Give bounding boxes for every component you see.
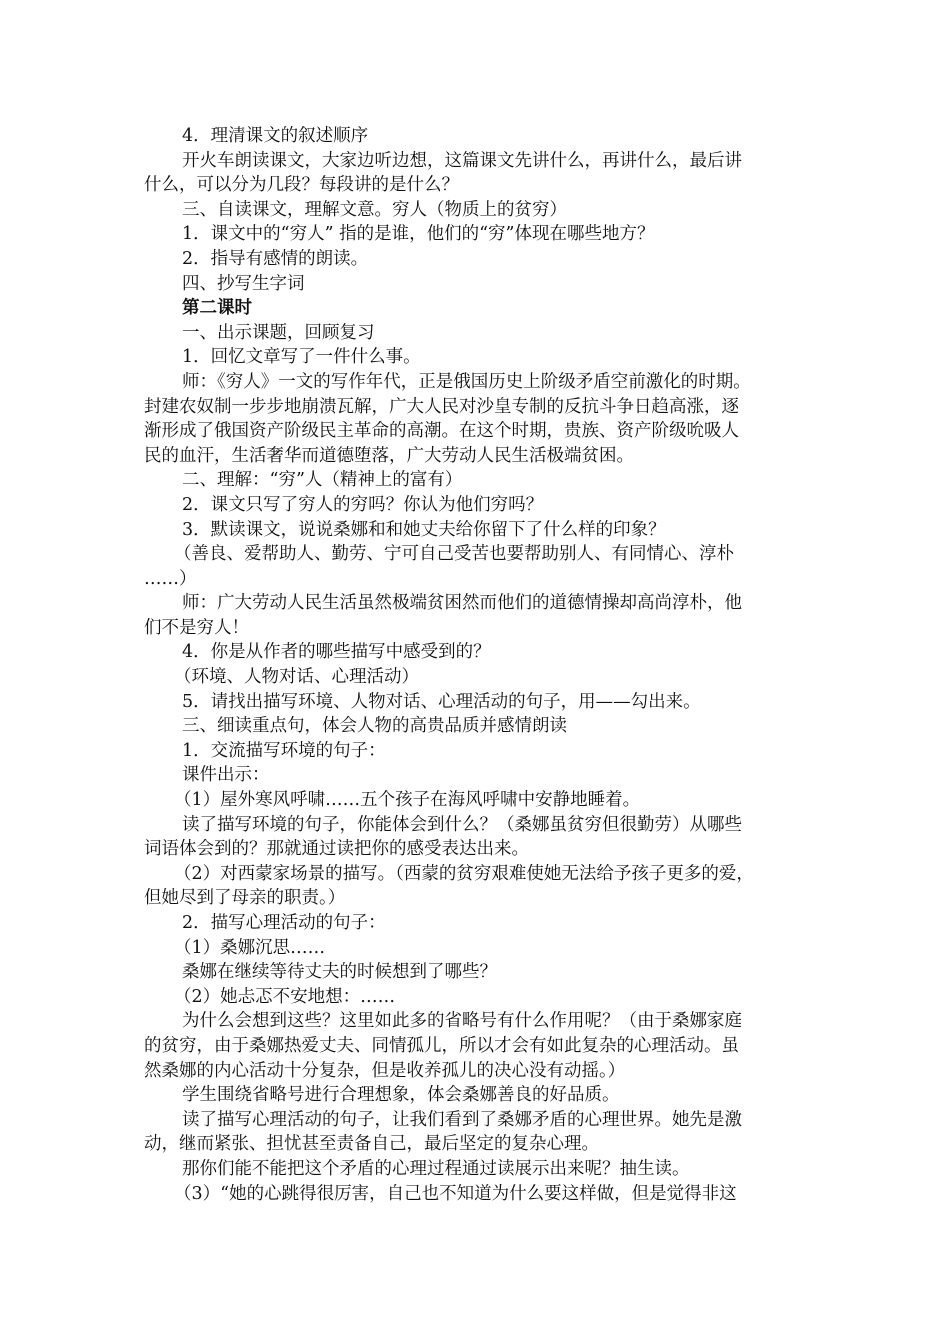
text-line: （1）桑娜沉思…… — [174, 937, 326, 958]
text-line: 什么，可以分为几段？每段讲的是什么？ — [144, 175, 459, 196]
text-line: 封建农奴制一步步地崩溃瓦解，广大人民对沙皇专制的反抗斗争日趋高涨，逐 — [144, 396, 739, 417]
text-line: 课件出示： — [182, 765, 270, 786]
text-line: （1）屋外寒风呼啸……五个孩子在海风呼啸中安静地睡着。 — [174, 790, 641, 811]
text-line: 二、理解：“穷”人（精神上的富有） — [182, 470, 463, 491]
text-line: 1．回忆文章写了一件什么事。 — [182, 347, 421, 368]
text-line: 读了描写心理活动的句子，让我们看到了桑娜矛盾的心理世界。她先是激 — [182, 1109, 742, 1130]
text-line: 三、细读重点句，体会人物的高贵品质并感情朗读 — [182, 716, 567, 737]
text-line: （2）她忐忑不安地想：…… — [174, 986, 396, 1007]
text-line: 民的血汗，生活奢华而道德堕落，广大劳动人民生活极端贫困。 — [144, 445, 634, 466]
text-line: 4．理清课文的叙述顺序 — [182, 126, 369, 146]
text-line: 2．指导有感情的朗读。 — [182, 248, 369, 269]
text-line: 一、出示课题，回顾复习 — [182, 322, 375, 343]
text-line: 们不是穷人！ — [144, 617, 249, 638]
text-line: 读了描写环境的句子，你能体会到什么？（桑娜虽贫穷但很勤劳）从哪些 — [182, 814, 742, 835]
text-line: 学生围绕省略号进行合理想象，体会桑娜善良的好品质。 — [182, 1085, 620, 1106]
text-line: 开火车朗读课文，大家边听边想，这篇课文先讲什么，再讲什么，最后讲 — [182, 150, 742, 171]
text-line: 但她尽到了母亲的职责。） — [144, 888, 346, 909]
text-line: 那你们能不能把这个矛盾的心理过程通过读展示出来呢？抽生读。 — [182, 1158, 690, 1179]
text-line: 3．默读课文，说说桑娜和和她丈夫给你留下了什么样的印象？ — [182, 519, 666, 540]
text-line: 师：《穷人》一文的写作年代，正是俄国历史上阶级矛盾空前激化的时期。 — [182, 371, 751, 392]
text-line: 词语体会到的？那就通过读把你的感受表达出来。 — [144, 839, 529, 860]
text-line: 渐形成了俄国资产阶级民主革命的高潮。在这个时期，贵族、资产阶级吮吸人 — [144, 421, 739, 442]
text-line: （善良、爱帮助人、勤劳、宁可自己受苦也要帮助别人、有同情心、淳朴 — [174, 544, 734, 565]
text-line: 四、抄写生字词 — [182, 273, 305, 294]
text-line: 1．课文中的“穷人” 指的是谁，他们的“穷”体现在哪些地方？ — [182, 224, 655, 245]
text-line: 三、自读课文，理解文意。穷人（物质上的贫穷） — [182, 199, 567, 220]
text-line: 2．课文只写了穷人的穷吗？你认为他们穷吗？ — [182, 494, 544, 515]
text-line: 5．请找出描写环境、人物对话、心理活动的句子，用——勾出来。 — [182, 691, 701, 712]
text-line: 桑娜在继续等待丈夫的时候想到了哪些？ — [182, 962, 497, 983]
text-line: ……） — [144, 568, 197, 589]
text-line: （3）“她的心跳得很厉害，自己也不知道为什么要这样做，但是觉得非这 — [174, 1183, 737, 1204]
text-line: 动，继而紧张、担忧甚至责备自己，最后坚定的复杂心理。 — [144, 1134, 599, 1155]
text-line: 1．交流描写环境的句子： — [182, 740, 386, 761]
text-line: 然桑娜的内心活动十分复杂，但是收养孤儿的决心没有动摇。） — [144, 1060, 626, 1081]
text-line: 为什么会想到这些？这里如此多的省略号有什么作用呢？（由于桑娜家庭 — [182, 1011, 742, 1032]
section-heading: 第二课时 — [182, 298, 252, 319]
text-line: 4．你是从作者的哪些描写中感受到的？ — [182, 642, 491, 663]
text-line: 师：广大劳动人民生活虽然极端贫困然而他们的道德情操却高尚淳朴，他 — [182, 593, 742, 614]
text-line: （2）对西蒙家场景的描写。（西蒙的贫穷艰难使她无法给予孩子更多的爱， — [174, 863, 754, 884]
text-line: 的贫穷，由于桑娜热爱丈夫、同情孤儿，所以才会有如此复杂的心理活动。虽 — [144, 1035, 739, 1056]
text-line: （环境、人物对话、心理活动） — [174, 667, 419, 688]
text-line: 2．描写心理活动的句子： — [182, 913, 386, 933]
